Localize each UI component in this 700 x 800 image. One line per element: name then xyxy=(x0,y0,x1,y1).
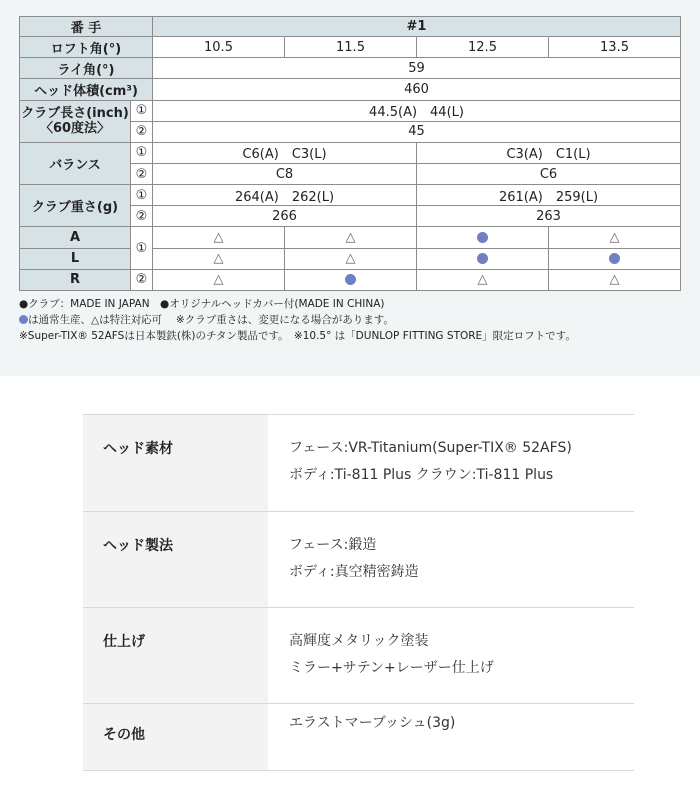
custom-order-triangle-icon: △ xyxy=(609,229,620,245)
note-weight: ※クラブ重さは、変更になる場合があります。 xyxy=(175,314,394,326)
loft-row xyxy=(20,37,681,58)
note-loft: ※10.5° は「DUNLOP FITTING STORE」限定ロフトです。 xyxy=(293,330,576,342)
detail-value xyxy=(268,704,634,770)
detail-row xyxy=(83,415,634,512)
flex-mark xyxy=(153,248,285,269)
detail-value-line: ミラー+サテン+レーザー仕上げ xyxy=(289,660,494,676)
detail-label: ヘッド素材 xyxy=(83,415,268,511)
loft-value: 12.5 xyxy=(417,37,549,58)
note-head-cover: ●オリジナルヘッドカバー付(MADE IN CHINA) xyxy=(160,298,385,310)
detail-value xyxy=(268,608,634,703)
standard-dot-icon xyxy=(609,253,620,264)
weight-value: 264(A) 262(L) xyxy=(153,185,417,206)
note-line-3 xyxy=(19,328,679,344)
length-value: 44.5(A) 44(L) xyxy=(153,100,681,121)
loft-value: 10.5 xyxy=(153,37,285,58)
flex-label: L xyxy=(20,248,131,269)
flex-mark xyxy=(153,227,285,248)
detail-value-line: フェース:VR-Titanium(Super-TIX® 52AFS) xyxy=(289,440,572,456)
flex-mark xyxy=(417,269,549,290)
config-number: ① xyxy=(131,185,153,206)
detail-row xyxy=(83,512,634,608)
flex-mark xyxy=(549,248,681,269)
detail-value xyxy=(268,512,634,607)
config-number: ① xyxy=(131,100,153,121)
weight-row-1 xyxy=(20,185,681,206)
detail-row xyxy=(83,608,634,704)
notes xyxy=(19,296,679,344)
volume-row xyxy=(20,79,681,100)
config-number: ① xyxy=(131,142,153,163)
balance-value: C6 xyxy=(417,163,681,184)
lie-value: 59 xyxy=(153,58,681,79)
flex-row-r xyxy=(20,269,681,290)
length-value: 45 xyxy=(153,121,681,142)
note-line-2 xyxy=(19,312,679,328)
detail-value-line: 高輝度メタリック塗装 xyxy=(289,633,429,649)
length-row-1 xyxy=(20,100,681,121)
detail-value-line: ボディ:Ti-811 Plus クラウン:Ti-811 Plus xyxy=(289,467,554,483)
length-label-line1: クラブ長さ(inch) xyxy=(21,106,129,122)
custom-order-triangle-icon: △ xyxy=(345,251,356,267)
header-row xyxy=(20,17,681,37)
flex-mark xyxy=(549,227,681,248)
balance-label: バランス xyxy=(20,142,131,184)
spec-panel xyxy=(0,0,700,376)
header-label: 番 手 xyxy=(20,17,153,37)
config-number: ① xyxy=(131,227,153,269)
standard-dot-icon xyxy=(477,253,488,264)
detail-row xyxy=(83,704,634,771)
note-made-in-japan: ●クラブ：MADE IN JAPAN xyxy=(19,298,150,310)
flex-mark xyxy=(417,227,549,248)
note-line-1 xyxy=(19,296,679,312)
lie-row xyxy=(20,58,681,79)
detail-value-line: フェース:鍛造 xyxy=(289,537,377,553)
config-number: ② xyxy=(131,163,153,184)
flex-row-a xyxy=(20,227,681,248)
custom-order-triangle-icon: △ xyxy=(477,272,488,288)
flex-mark xyxy=(285,248,417,269)
custom-order-triangle-icon: △ xyxy=(213,229,224,245)
flex-mark xyxy=(549,269,681,290)
custom-order-triangle-icon: △ xyxy=(213,251,224,267)
standard-dot-icon xyxy=(477,232,488,243)
lie-label: ライ角(°) xyxy=(20,58,153,79)
flex-row-l xyxy=(20,248,681,269)
custom-order-triangle-icon: △ xyxy=(213,272,224,288)
flex-mark xyxy=(285,269,417,290)
custom-order-triangle-icon: △ xyxy=(345,229,356,245)
config-number: ② xyxy=(131,206,153,227)
spec-table xyxy=(19,16,681,291)
detail-label: その他 xyxy=(83,704,268,770)
flex-label: A xyxy=(20,227,131,248)
length-label-line2: 〈60度法〉 xyxy=(39,121,111,137)
weight-label: クラブ重さ(g) xyxy=(20,185,131,227)
weight-value: 266 xyxy=(153,206,417,227)
custom-order-triangle-icon: △ xyxy=(609,272,620,288)
balance-value: C3(A) C1(L) xyxy=(417,142,681,163)
balance-value: C6(A) C3(L) xyxy=(153,142,417,163)
dot-icon xyxy=(19,315,28,324)
detail-value xyxy=(268,415,634,511)
standard-dot-icon xyxy=(345,274,356,285)
volume-label: ヘッド体積(cm³) xyxy=(20,79,153,100)
config-number: ② xyxy=(131,121,153,142)
detail-label: ヘッド製法 xyxy=(83,512,268,607)
note-production: は通常生産、△は特注対応可 xyxy=(28,314,163,326)
detail-table xyxy=(83,414,634,771)
balance-value: C8 xyxy=(153,163,417,184)
length-label xyxy=(20,100,131,142)
loft-value: 13.5 xyxy=(549,37,681,58)
volume-value: 460 xyxy=(153,79,681,100)
config-number: ② xyxy=(131,269,153,290)
model-number: #1 xyxy=(153,17,681,37)
loft-value: 11.5 xyxy=(285,37,417,58)
detail-value-line: エラストマーブッシュ(3g) xyxy=(289,715,456,731)
flex-mark xyxy=(285,227,417,248)
balance-row-1 xyxy=(20,142,681,163)
detail-value-line: ボディ:真空精密鋳造 xyxy=(289,564,419,580)
detail-label: 仕上げ xyxy=(83,608,268,703)
weight-value: 261(A) 259(L) xyxy=(417,185,681,206)
flex-mark xyxy=(417,248,549,269)
weight-value: 263 xyxy=(417,206,681,227)
note-titanium: ※Super-TIX® 52AFSは日本製鉄(株)のチタン製品です。 xyxy=(19,330,284,342)
flex-mark xyxy=(153,269,285,290)
flex-label: R xyxy=(20,269,131,290)
loft-label: ロフト角(°) xyxy=(20,37,153,58)
